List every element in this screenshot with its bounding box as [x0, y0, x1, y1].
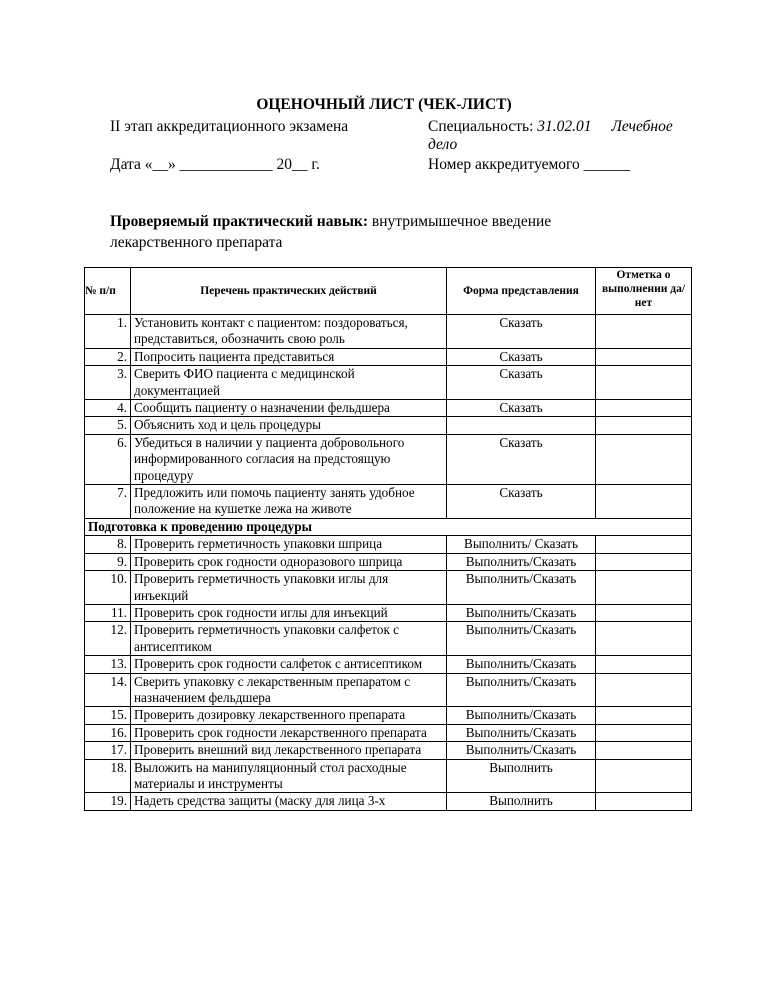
row-mark: [596, 315, 692, 349]
row-form: Выполнить/Сказать: [447, 724, 596, 741]
header-form: Форма представления: [447, 268, 596, 315]
row-mark: [596, 434, 692, 484]
table-row: [85, 434, 692, 484]
table-header-row: [85, 268, 692, 315]
row-number: 16.: [85, 724, 131, 741]
section-title: Подготовка к проведению процедуры: [85, 518, 692, 535]
row-mark: [596, 366, 692, 400]
table-row: [85, 348, 692, 365]
row-action: Сверить ФИО пациента с медицинской документацией: [131, 366, 447, 400]
table-row: [85, 604, 692, 621]
row-form: Выполнить/ Сказать: [447, 536, 596, 553]
row-number: 3.: [85, 366, 131, 400]
row-form: Сказать: [447, 434, 596, 484]
row-mark: [596, 673, 692, 707]
row-number: 13.: [85, 656, 131, 673]
specialty-name: Лечебное: [611, 118, 673, 135]
checklist-table: [84, 267, 692, 811]
row-number: 10.: [85, 571, 131, 605]
row-mark: [596, 604, 692, 621]
section-row: [85, 518, 692, 535]
row-form: Сказать: [447, 366, 596, 400]
row-number: 4.: [85, 400, 131, 417]
row-action: Проверить герметичность упаковки шприца: [131, 536, 447, 553]
row-number: 18.: [85, 759, 131, 793]
row-mark: [596, 742, 692, 759]
row-action: Проверить дозировку лекарственного препарата: [131, 707, 447, 724]
row-number: 7.: [85, 485, 131, 519]
document-title: ОЦЕНОЧНЫЙ ЛИСТ (ЧЕК-ЛИСТ): [256, 96, 512, 113]
row-action: Убедиться в наличии у пациента добровольного информированного согласия на предстоящую процедуру: [131, 434, 447, 484]
row-form: Выполнить/Сказать: [447, 622, 596, 656]
row-form: Выполнить/Сказать: [447, 553, 596, 570]
table-row: [85, 724, 692, 741]
row-action: Сверить упаковку с лекарственным препаратом с назначением фельдшера: [131, 673, 447, 707]
row-number: 17.: [85, 742, 131, 759]
header-num: № п/п: [85, 268, 131, 315]
row-form: Сказать: [447, 485, 596, 519]
row-mark: [596, 400, 692, 417]
header-mark: Отметка о выполнении да/нет: [596, 268, 692, 315]
row-mark: [596, 553, 692, 570]
specialty-code: 31.02.01: [537, 118, 592, 135]
row-number: 12.: [85, 622, 131, 656]
skill-block: [110, 211, 670, 253]
exam-stage: II этап аккредитационного экзамена: [110, 118, 349, 135]
table-row: [85, 759, 692, 793]
row-form: Выполнить: [447, 759, 596, 793]
row-number: 14.: [85, 673, 131, 707]
skill-value: внутримышечное введение: [368, 213, 552, 230]
specialty-label: Специальность:: [428, 118, 534, 135]
row-form: Выполнить/Сказать: [447, 604, 596, 621]
table-row: [85, 553, 692, 570]
specialty: [428, 118, 728, 154]
exam-date: Дата «__» ____________ 20__ г.: [110, 156, 320, 173]
row-number: 5.: [85, 417, 131, 434]
row-mark: [596, 348, 692, 365]
table-row: [85, 536, 692, 553]
table-row: [85, 656, 692, 673]
row-action: Надеть средства защиты (маску для лица 3-х: [131, 793, 447, 810]
candidate-number: Номер аккредитуемого ______: [428, 156, 631, 173]
row-number: 2.: [85, 348, 131, 365]
row-action: Предложить или помочь пациенту занять удобное положение на кушетке лежа на животе: [131, 485, 447, 519]
row-number: 8.: [85, 536, 131, 553]
table-row: [85, 417, 692, 434]
row-action: Проверить внешний вид лекарственного препарата: [131, 742, 447, 759]
row-action: Проверить герметичность упаковки иглы для инъекций: [131, 571, 447, 605]
table-row: [85, 571, 692, 605]
row-number: 19.: [85, 793, 131, 810]
row-form: Выполнить/Сказать: [447, 673, 596, 707]
row-mark: [596, 485, 692, 519]
row-action: Сообщить пациенту о назначении фельдшера: [131, 400, 447, 417]
row-mark: [596, 707, 692, 724]
row-action: Объяснить ход и цель процедуры: [131, 417, 447, 434]
table-row: [85, 315, 692, 349]
table-row: [85, 366, 692, 400]
table-row: [85, 400, 692, 417]
row-action: Проверить герметичность упаковки салфеток с антисептиком: [131, 622, 447, 656]
header-actions: Перечень практических действий: [131, 268, 447, 315]
row-number: 6.: [85, 434, 131, 484]
table-row: [85, 673, 692, 707]
row-mark: [596, 724, 692, 741]
row-mark: [596, 571, 692, 605]
row-mark: [596, 656, 692, 673]
table-row: [85, 707, 692, 724]
row-form: Выполнить/Сказать: [447, 656, 596, 673]
row-number: 1.: [85, 315, 131, 349]
row-mark: [596, 622, 692, 656]
skill-value-cont: лекарственного препарата: [110, 234, 283, 251]
table-row: [85, 742, 692, 759]
row-action: Проверить срок годности иглы для инъекций: [131, 604, 447, 621]
row-form: Выполнить/Сказать: [447, 571, 596, 605]
table-row: [85, 622, 692, 656]
row-action: Установить контакт с пациентом: поздороваться, представиться, обозначить свою роль: [131, 315, 447, 349]
row-form: Выполнить: [447, 793, 596, 810]
row-action: Выложить на манипуляционный стол расходные материалы и инструменты: [131, 759, 447, 793]
row-form: Сказать: [447, 348, 596, 365]
specialty-name-cont: дело: [428, 136, 458, 153]
row-action: Проверить срок годности одноразового шприца: [131, 553, 447, 570]
row-form: Выполнить/Сказать: [447, 707, 596, 724]
row-action: Попросить пациента представиться: [131, 348, 447, 365]
row-form: Выполнить/Сказать: [447, 742, 596, 759]
row-number: 9.: [85, 553, 131, 570]
row-action: Проверить срок годности лекарственного препарата: [131, 724, 447, 741]
row-mark: [596, 759, 692, 793]
row-form: Сказать: [447, 400, 596, 417]
row-number: 15.: [85, 707, 131, 724]
row-mark: [596, 417, 692, 434]
table-row: [85, 793, 692, 810]
row-mark: [596, 536, 692, 553]
skill-label: Проверяемый практический навык:: [110, 213, 369, 230]
row-form: Сказать: [447, 315, 596, 349]
row-action: Проверить срок годности салфеток с антисептиком: [131, 656, 447, 673]
row-form: [447, 417, 596, 434]
row-number: 11.: [85, 604, 131, 621]
row-mark: [596, 793, 692, 810]
table-row: [85, 485, 692, 519]
